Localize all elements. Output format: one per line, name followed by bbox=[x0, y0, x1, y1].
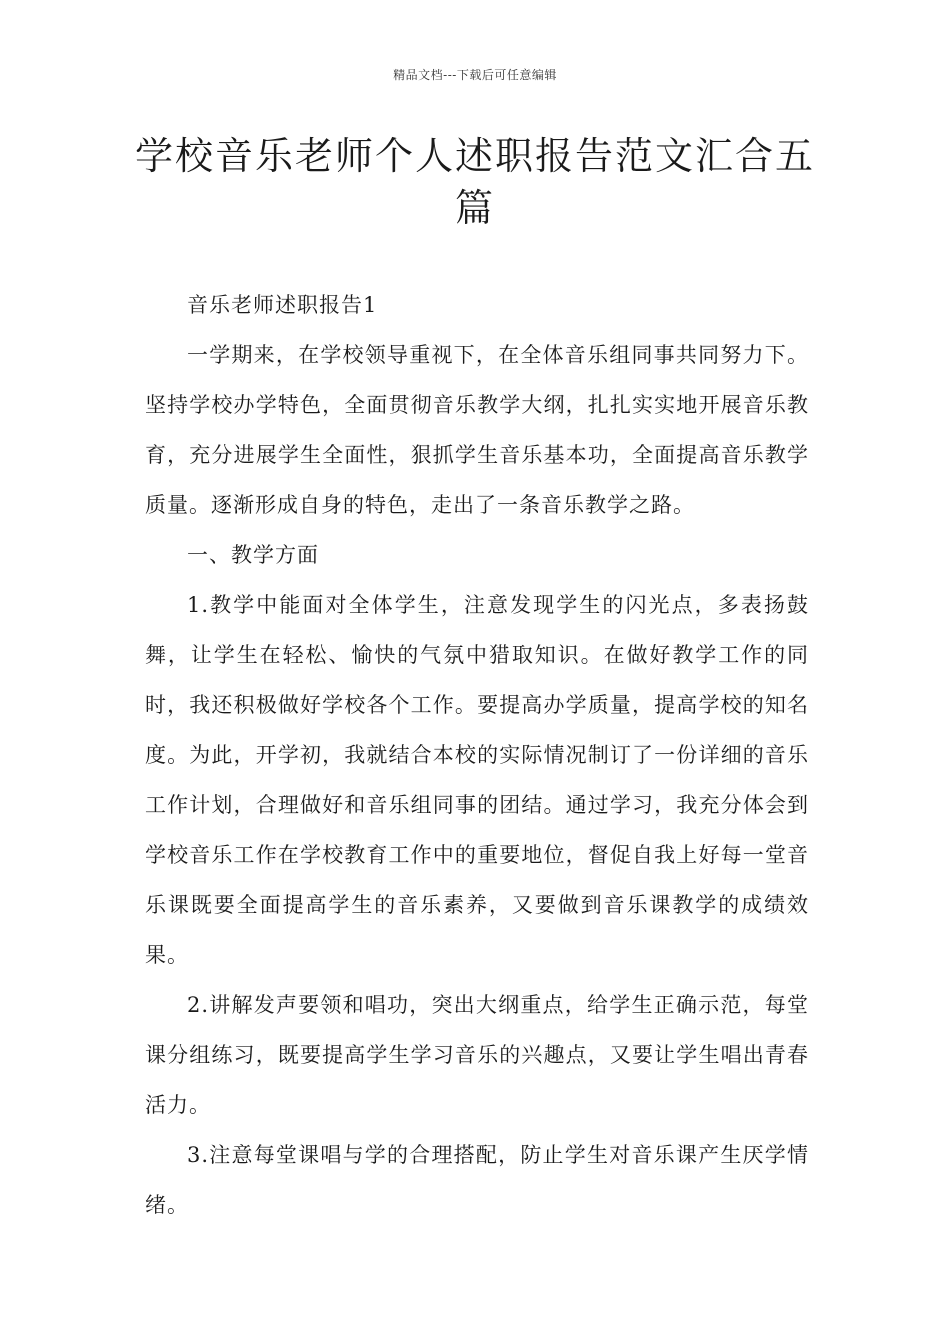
document-body bbox=[145, 280, 809, 1230]
paragraph-item-1: 1.教学中能面对全体学生，注意发现学生的闪光点，多表扬鼓舞，让学生在轻松、愉快的气氛中猎取知识。在做好教学工作的同时，我还积极做好学校各个工作。要提高办学质量，提高学校的知名度。为此，开学初，我就结合本校的实际情况制订了一份详细的音乐工作计划，合理做好和音乐组同事的团结。通过学习，我充分体会到学校音乐工作在学校教育工作中的重要地位，督促自我上好每一堂音乐课既要全面提高学生的音乐素养，又要做到音乐课教学的成绩效果。 bbox=[145, 593, 809, 967]
paragraph-item-3: 3.注意每堂课唱与学的合理搭配，防止学生对音乐课产生厌学情绪。 bbox=[145, 1143, 809, 1217]
document-title: 学校音乐老师个人述职报告范文汇合五篇 bbox=[134, 134, 815, 230]
paragraph-item-2: 2.讲解发声要领和唱功，突出大纲重点，给学生正确示范，每堂课分组练习，既要提高学生学习音乐的兴趣点，又要让学生唱出青春活力。 bbox=[145, 993, 809, 1117]
page-header: 精品文档---下载后可任意编辑 bbox=[393, 68, 557, 82]
paragraph-intro: 一学期来，在学校领导重视下，在全体音乐组同事共同努力下。坚持学校办学特色，全面贯彻音乐教学大纲，扎扎实实地开展音乐教育，充分进展学生全面性，狠抓学生音乐基本功，全面提高音乐教学质量。逐渐形成自身的特色，走出了一条音乐教学之路。 bbox=[145, 343, 809, 517]
section-subheading: 一、教学方面 bbox=[187, 543, 319, 567]
section-heading: 音乐老师述职报告1 bbox=[187, 293, 378, 317]
